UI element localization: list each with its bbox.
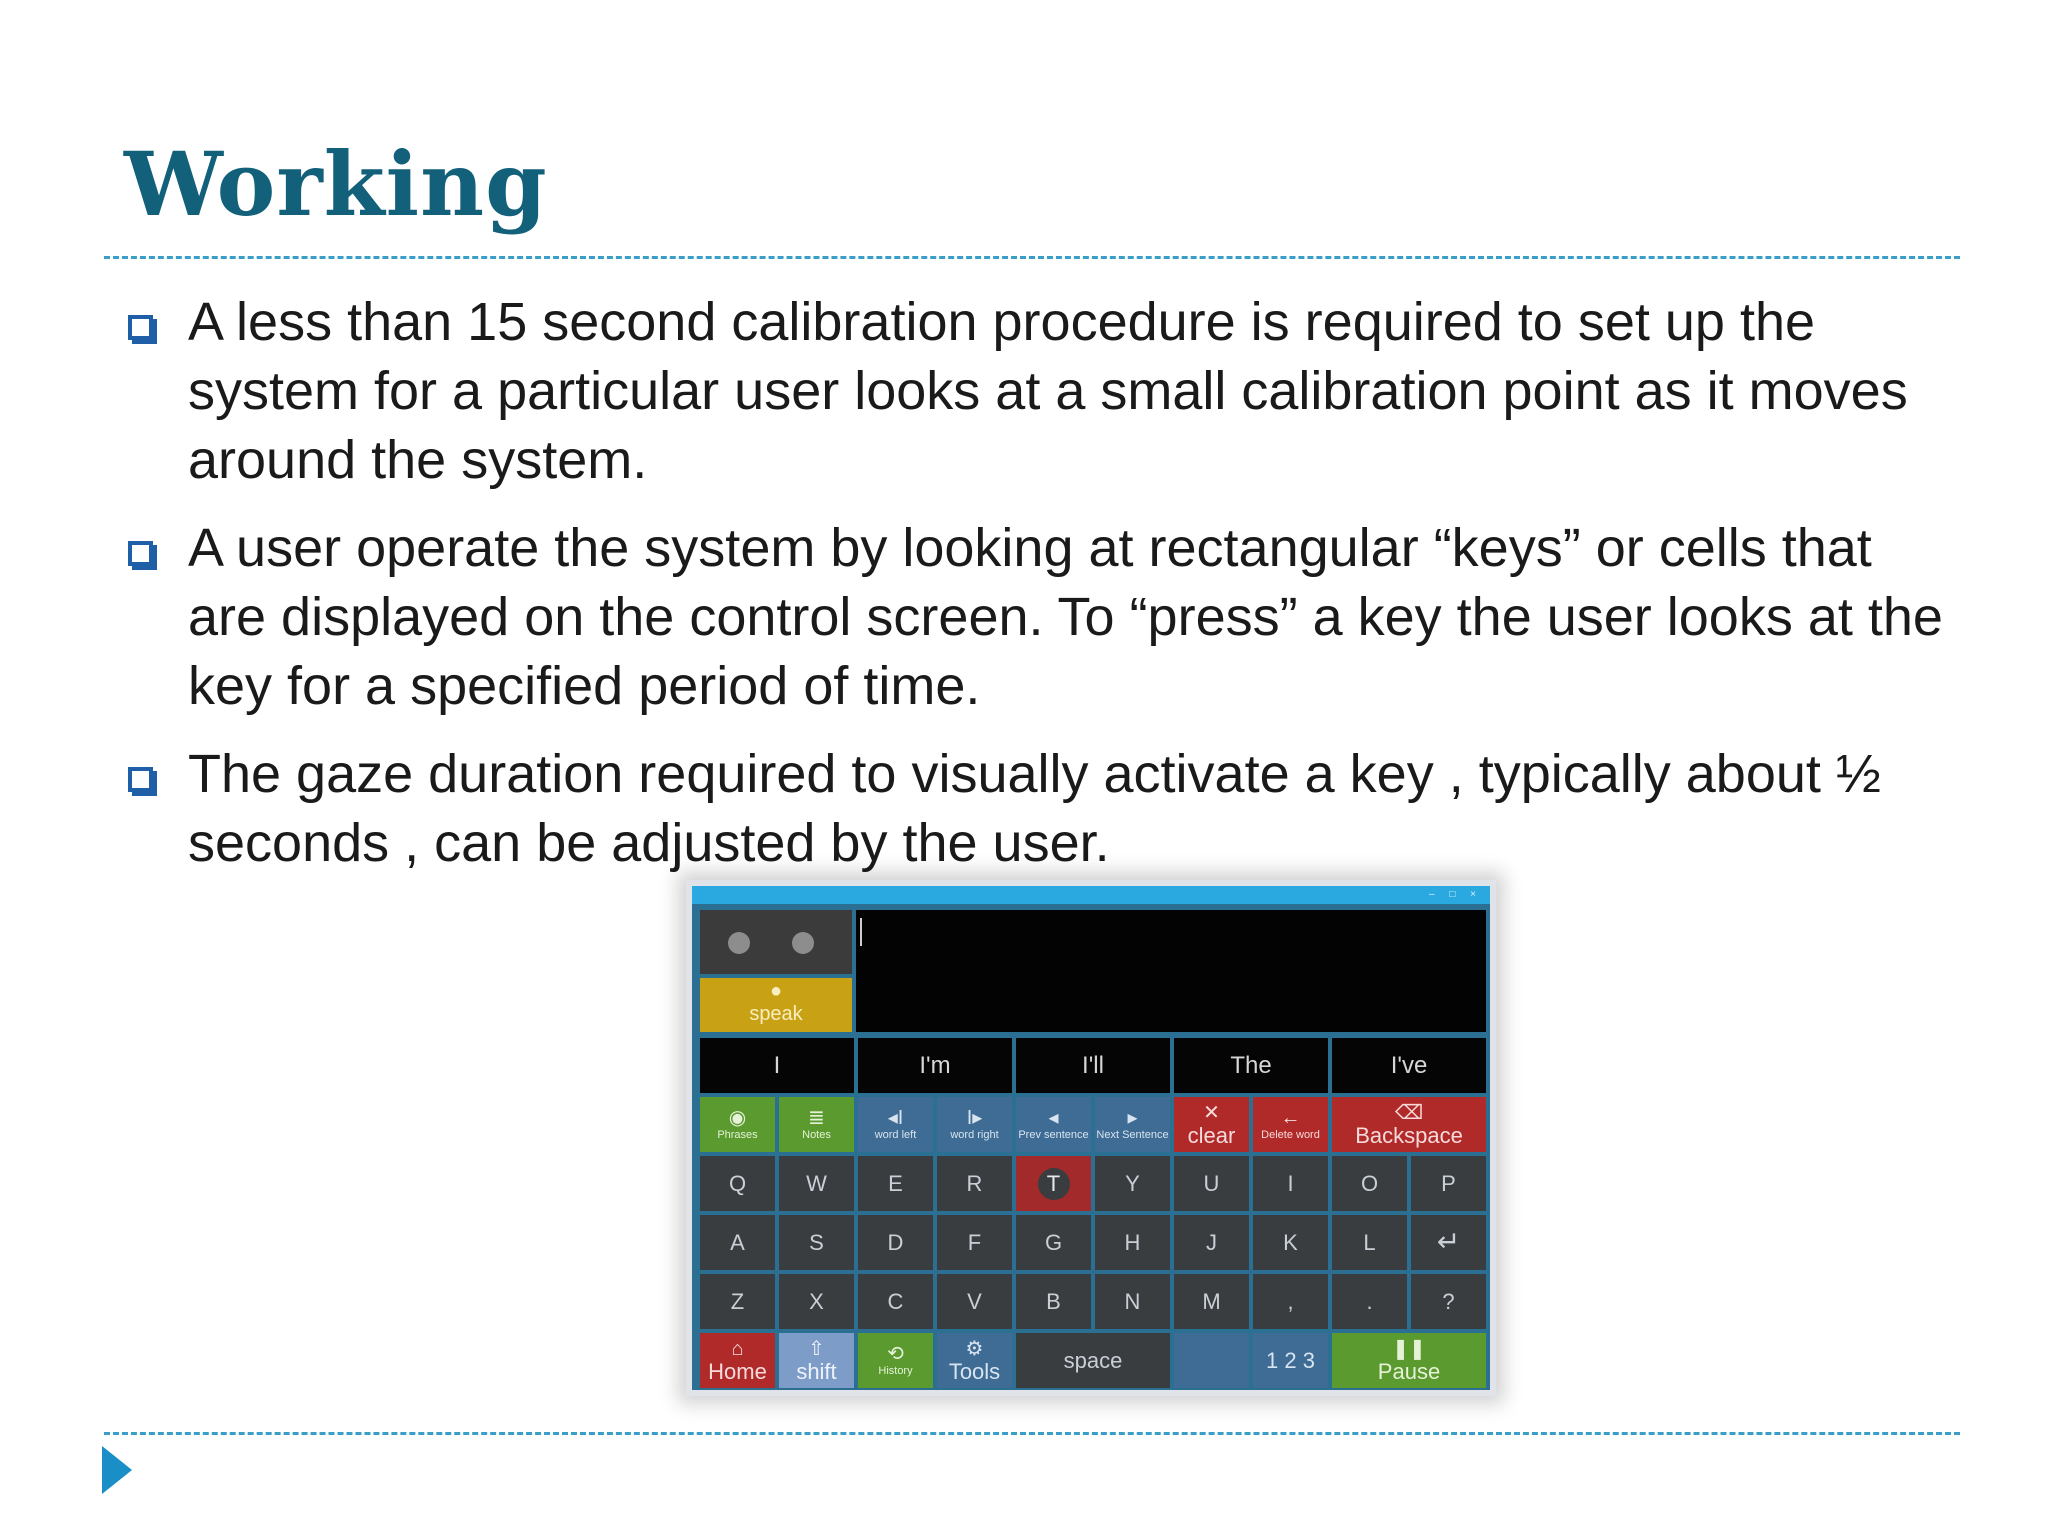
pause-key[interactable]: ❚❚ Pause (1332, 1333, 1486, 1388)
enter-key[interactable] (1411, 1215, 1486, 1270)
letter-key[interactable]: M (1174, 1274, 1249, 1329)
notes-icon: ≣ (808, 1107, 825, 1129)
square-bullet-icon (128, 541, 153, 566)
letter-key[interactable]: P (1411, 1156, 1486, 1211)
word-left-icon: ◂I (887, 1107, 904, 1129)
letter-key[interactable]: O (1332, 1156, 1407, 1211)
bullet-item (124, 288, 1944, 495)
eye-icon (792, 932, 814, 954)
notes-key[interactable]: ≣ Notes (779, 1097, 854, 1152)
eye-gaze-keyboard-screenshot (686, 880, 1496, 1396)
square-bullet-icon (128, 315, 153, 340)
pause-icon: ❚❚ (1392, 1337, 1426, 1360)
next-sentence-icon: ▸ (1127, 1107, 1138, 1129)
home-key[interactable]: ⌂ Home (700, 1333, 775, 1388)
tools-key[interactable]: ⚙ Tools (937, 1333, 1012, 1388)
letter-key[interactable]: S (779, 1215, 854, 1270)
prediction-key[interactable]: I've (1332, 1038, 1486, 1093)
person-icon: ◉ (728, 1107, 747, 1129)
bullet-item (124, 740, 1944, 878)
letter-key[interactable]: D (858, 1215, 933, 1270)
letter-key[interactable]: J (1174, 1215, 1249, 1270)
delete-word-key[interactable]: ← Delete word (1253, 1097, 1328, 1152)
history-icon: ⟲ (887, 1343, 904, 1365)
letter-key-gazed[interactable] (1016, 1156, 1091, 1211)
x-icon: ✕ (1203, 1101, 1220, 1124)
numbers-key[interactable]: 1 2 3 (1253, 1333, 1328, 1388)
letter-key[interactable]: G (1016, 1215, 1091, 1270)
word-left-key[interactable]: ◂I word left (858, 1097, 933, 1152)
text-cursor (860, 918, 862, 946)
letter-key[interactable]: Q (700, 1156, 775, 1211)
space-key[interactable]: space (1016, 1333, 1170, 1388)
letter-key[interactable]: Z (700, 1274, 775, 1329)
gear-icon: ⚙ (965, 1337, 984, 1360)
bullet-list (124, 288, 1944, 897)
backspace-icon: ⌫ (1394, 1101, 1424, 1124)
letter-key[interactable]: X (779, 1274, 854, 1329)
speech-bubble-icon: ● (769, 980, 783, 1002)
letter-key[interactable]: Y (1095, 1156, 1170, 1211)
square-bullet-icon (128, 767, 153, 792)
punctuation-key[interactable]: ? (1411, 1274, 1486, 1329)
letter-key[interactable]: I (1253, 1156, 1328, 1211)
slide-title: Working (124, 132, 548, 236)
word-right-key[interactable]: I▸ word right (937, 1097, 1012, 1152)
letter-key[interactable]: L (1332, 1215, 1407, 1270)
letter-key[interactable]: A (700, 1215, 775, 1270)
empty-key (1174, 1333, 1249, 1388)
bullet-text: A user operate the system by looking at rectangular “keys” or cells that are displayed on the control screen. To “press” a key the user looks at the key for a specified period of time. (188, 518, 1943, 716)
letter-key[interactable]: N (1095, 1274, 1170, 1329)
window-titlebar (692, 886, 1490, 904)
clear-key[interactable]: ✕ clear (1174, 1097, 1249, 1152)
window-controls-icon: – □ × (1429, 889, 1482, 900)
punctuation-key[interactable]: , (1253, 1274, 1328, 1329)
prev-sentence-icon: ◂ (1048, 1107, 1059, 1129)
shift-key[interactable]: ⇧ shift (779, 1333, 854, 1388)
enter-icon: ↵ (1436, 1225, 1461, 1257)
prediction-key[interactable]: I'm (858, 1038, 1012, 1093)
speak-button[interactable] (700, 978, 852, 1032)
home-icon: ⌂ (731, 1337, 744, 1360)
letter-key[interactable]: V (937, 1274, 1012, 1329)
backspace-key[interactable]: ⌫ Backspace (1332, 1097, 1486, 1152)
letter-key[interactable]: R (937, 1156, 1012, 1211)
phrases-key[interactable]: ◉ Phrases (700, 1097, 775, 1152)
letter-key[interactable]: F (937, 1215, 1012, 1270)
next-sentence-key[interactable]: ▸ Next Sentence (1095, 1097, 1170, 1152)
prediction-key[interactable]: I'll (1016, 1038, 1170, 1093)
history-key[interactable]: ⟲ History (858, 1333, 933, 1388)
letter-key[interactable]: K (1253, 1215, 1328, 1270)
title-divider (104, 256, 1960, 259)
letter-key[interactable]: U (1174, 1156, 1249, 1211)
eye-icon (728, 932, 750, 954)
bullet-text: The gaze duration required to visually activate a key , typically about ½ seconds , can be adjusted by the user. (188, 744, 1881, 873)
punctuation-key[interactable]: . (1332, 1274, 1407, 1329)
footer-divider (104, 1432, 1960, 1435)
word-right-icon: I▸ (966, 1107, 983, 1129)
prediction-key[interactable]: I (700, 1038, 854, 1093)
bullet-text: A less than 15 second calibration procedure is required to set up the system for a particular user looks at a small calibration point as it moves around the system. (188, 292, 1908, 490)
gaze-indicator: T (1038, 1168, 1070, 1200)
letter-key[interactable]: H (1095, 1215, 1170, 1270)
arrow-left-icon: ← (1280, 1107, 1301, 1129)
bullet-item (124, 514, 1944, 721)
letter-key[interactable]: C (858, 1274, 933, 1329)
letter-key[interactable]: B (1016, 1274, 1091, 1329)
text-output-area[interactable] (856, 910, 1486, 1032)
prediction-key[interactable]: The (1174, 1038, 1328, 1093)
keyboard-grid (700, 1038, 1486, 1388)
letter-key[interactable]: E (858, 1156, 933, 1211)
play-arrow-icon (102, 1446, 132, 1494)
prev-sentence-key[interactable]: ◂ Prev sentence (1016, 1097, 1091, 1152)
speak-label: speak (749, 1003, 803, 1025)
letter-key[interactable]: W (779, 1156, 854, 1211)
shift-icon: ⇧ (808, 1337, 825, 1360)
eye-camera-preview (700, 910, 852, 974)
